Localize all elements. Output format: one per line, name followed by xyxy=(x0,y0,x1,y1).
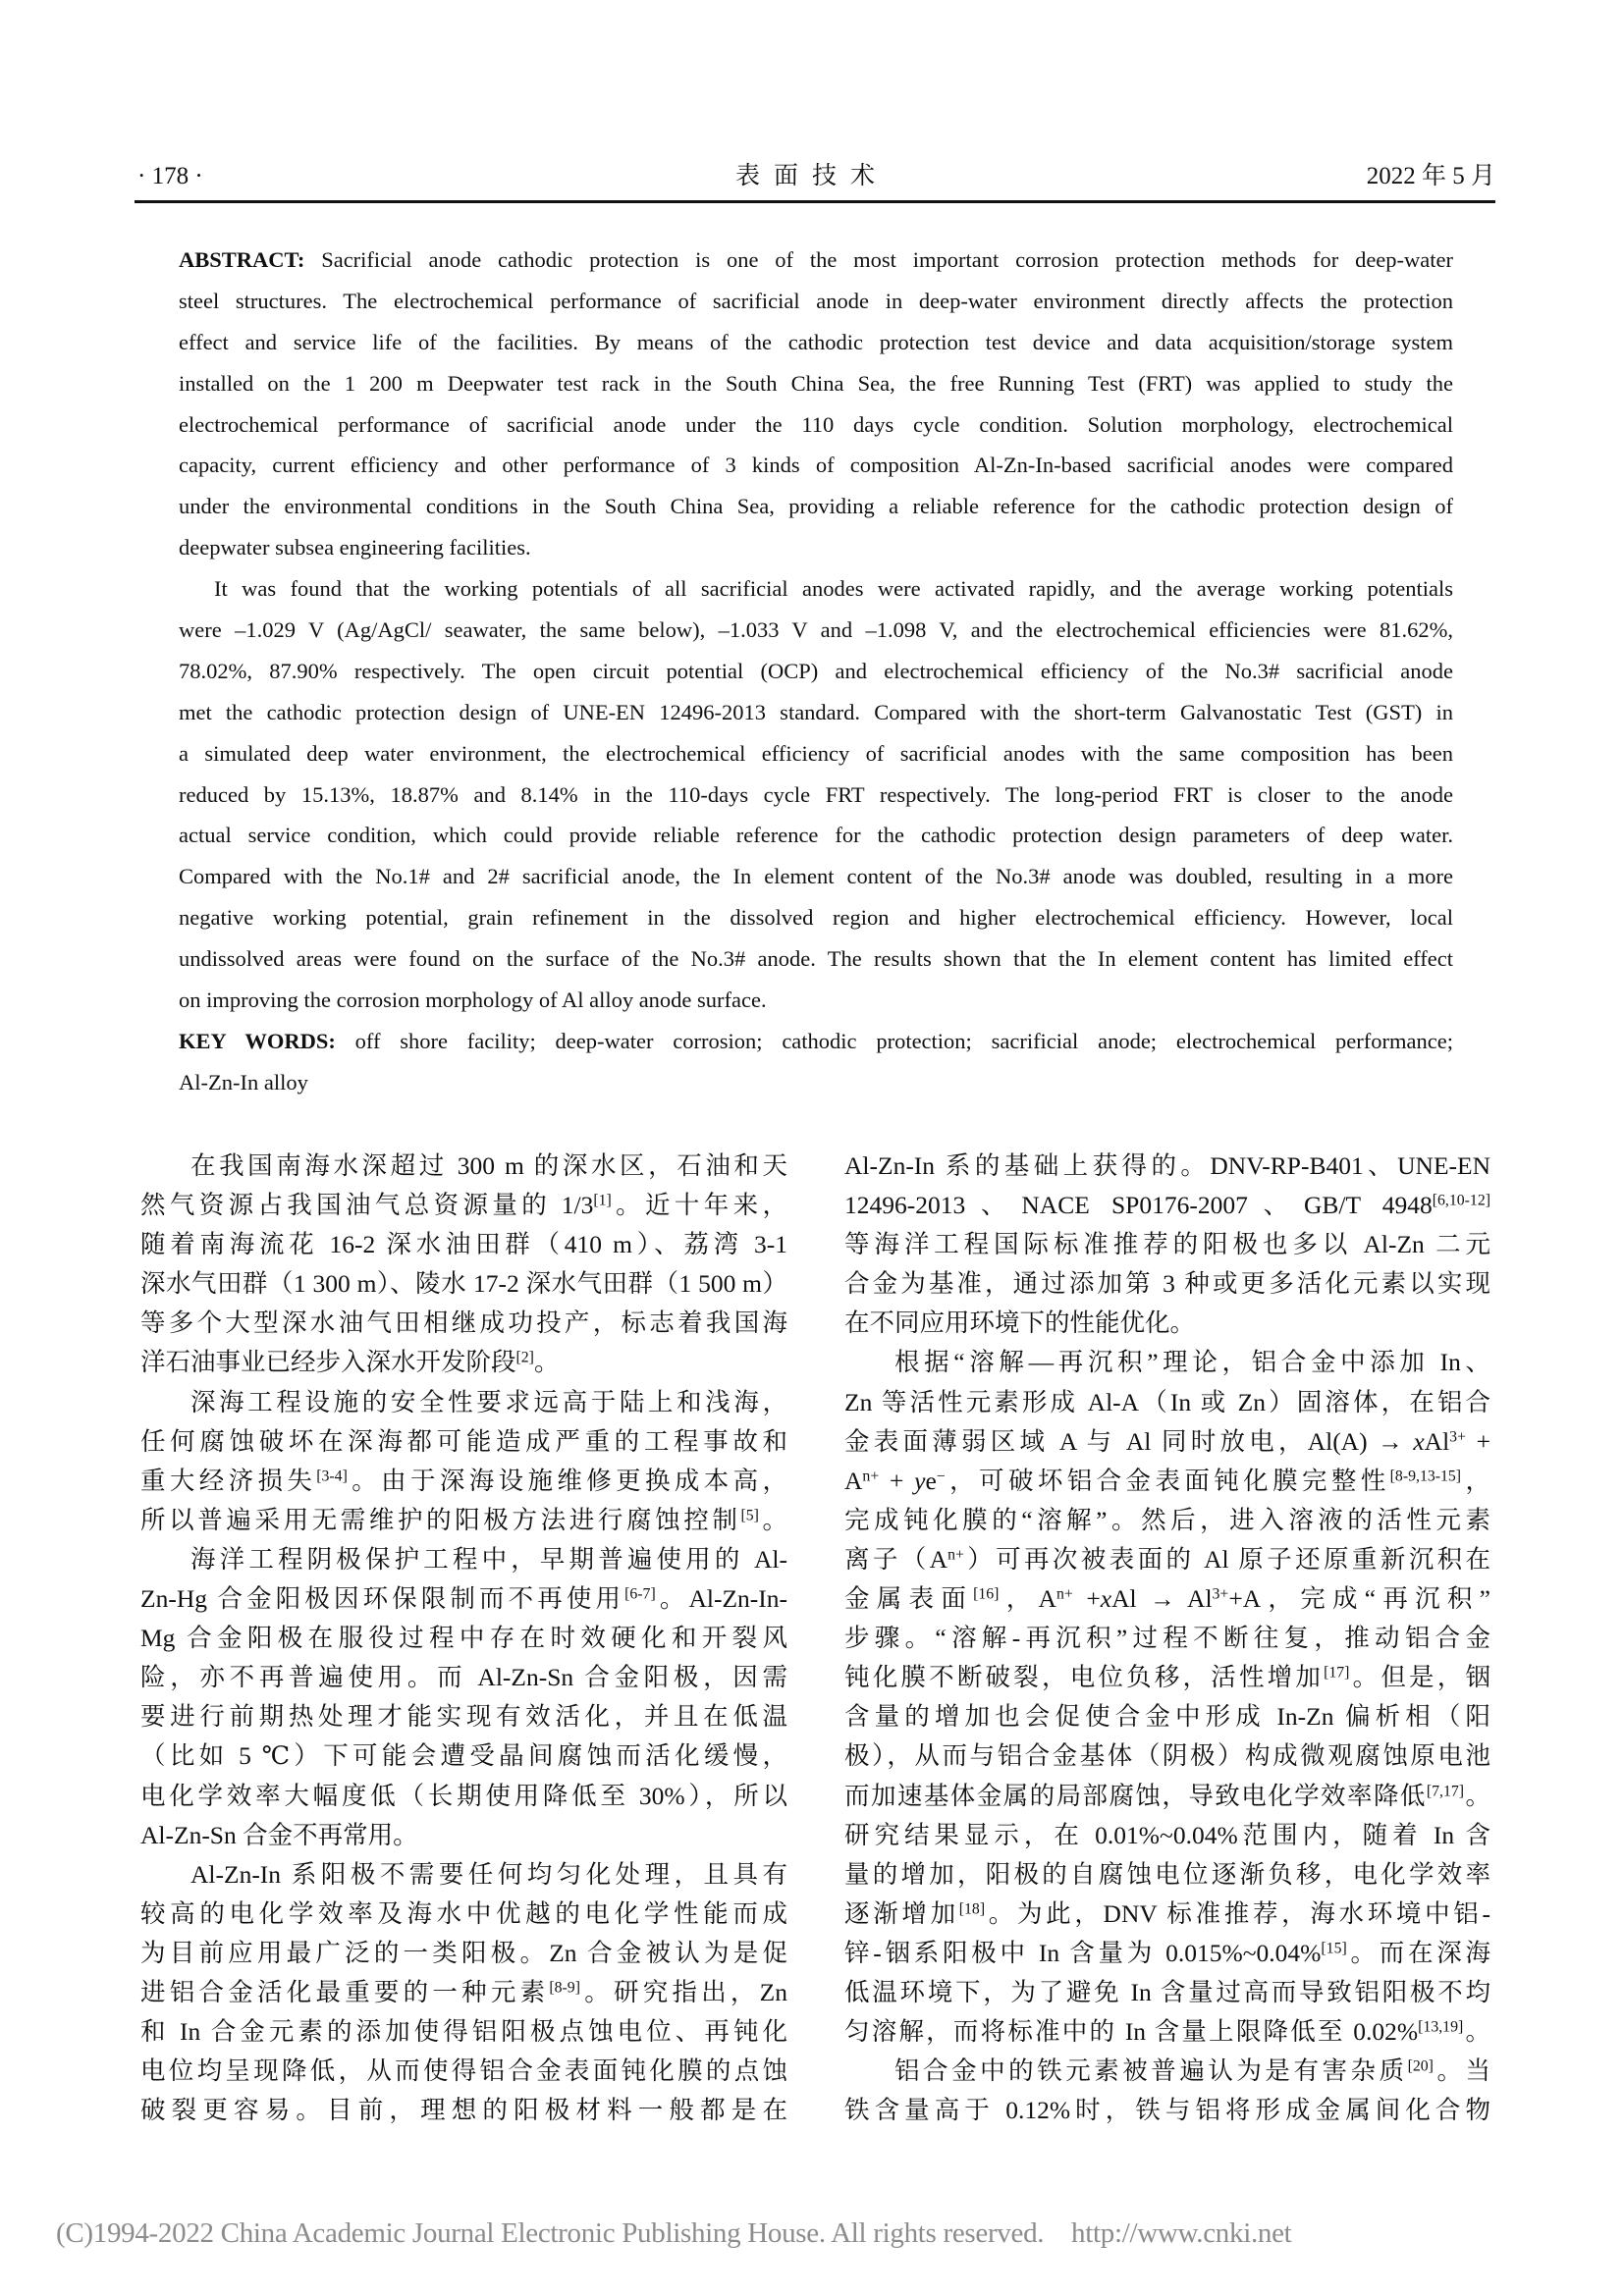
text-line xyxy=(844,1777,1490,1816)
text-run: 金表面薄弱区域 A 与 Al 同时放电，Al(A) → xyxy=(844,1426,1414,1456)
text-run: Compared with the No.1# and 2# sacrificial anode, the In element content of the No.3# anode was doubled, resulting in a more xyxy=(179,864,1453,889)
citation-superscript: n+ xyxy=(947,1546,964,1564)
text-run: deepwater subsea engineering facilities. xyxy=(179,535,531,561)
header-rule xyxy=(135,200,1495,203)
text-run: 。近十年来， xyxy=(611,1191,787,1220)
text-line xyxy=(140,2012,787,2052)
text-run: undissolved areas were found on the surface of the No.3# anode. The results shown that the In element content has limited effect xyxy=(179,946,1453,972)
text-run: reduced by 15.13%, 18.87% and 8.14% in the 110-days cycle FRT respectively. The long-period FRT is closer to the anode xyxy=(179,781,1453,807)
text-line xyxy=(140,1343,787,1382)
text-line xyxy=(140,2052,787,2091)
text-line xyxy=(844,1422,1490,1462)
text-run: 78.02%, 87.90% respectively. The open circuit potential (OCP) and electrochemical efficiency of the No.3# sacrificial anode xyxy=(179,658,1453,683)
text-run: 研究结果显示，在 0.01%~0.04%范围内，随着 In 含 xyxy=(844,1820,1490,1849)
text-run: It was found that the working potentials of all sacrificial anodes were activated rapidly, and the average working potentials xyxy=(214,576,1453,602)
citation-superscript: n+ xyxy=(862,1468,880,1485)
text-line xyxy=(844,1540,1490,1579)
text-line xyxy=(140,1383,787,1422)
text-run: 。研究指出，Zn xyxy=(579,1977,787,2006)
text-line xyxy=(179,938,1453,980)
text-run: off shore facility; deep-water corrosion; cathodic protection; sacrificial anode; electrochemical performance; xyxy=(335,1028,1453,1053)
text-line xyxy=(844,1501,1490,1540)
text-run: 极），从而与铝合金基体（阴极）构成微观腐蚀原电池 xyxy=(844,1741,1490,1771)
text-run: ，可破坏铝合金表面钝化膜完整性 xyxy=(945,1466,1390,1495)
text-run: 。 xyxy=(1463,2017,1490,2047)
text-line xyxy=(179,1062,1453,1103)
text-line xyxy=(140,1619,787,1658)
text-run: 锌-铟系阳极中 In 含量为 0.015%~0.04% xyxy=(844,1938,1322,1967)
italic-variable: x xyxy=(1413,1426,1425,1456)
text-line xyxy=(140,1462,787,1501)
text-run: steel structures. The electrochemical performance of sacrificial anode in deep-water environment directly affects the protection xyxy=(179,288,1453,313)
text-run: ，A xyxy=(999,1584,1056,1614)
citation-superscript: [17] xyxy=(1324,1664,1350,1682)
text-run: 破裂更容易。目前，理想的阳极材料一般都是在 xyxy=(140,2096,787,2125)
text-line xyxy=(179,774,1453,816)
text-run: + xyxy=(1465,1426,1490,1456)
text-line xyxy=(140,1186,787,1225)
text-run: 。但是，铟 xyxy=(1349,1663,1490,1692)
text-run: 电化学效率大幅度低（长期使用降低至 30%），所以 xyxy=(140,1781,787,1810)
text-run: 匀溶解，而将标准中的 In 含量上限降低至 0.02% xyxy=(844,2017,1419,2047)
text-run: capacity, current efficiency and other performance of 3 kinds of composition Al-Zn-In-based sacrificial anodes were compared xyxy=(179,453,1453,478)
text-run: e xyxy=(925,1466,937,1495)
text-line xyxy=(140,1225,787,1264)
text-line xyxy=(179,1021,1453,1062)
text-line xyxy=(179,240,1453,281)
text-line xyxy=(140,2091,787,2130)
text-run: 洋石油事业已经步入深水开发阶段 xyxy=(140,1348,516,1377)
citation-superscript: [18] xyxy=(958,1900,986,1918)
citation-superscript: [5] xyxy=(740,1507,759,1524)
text-run: 险，亦不再普遍使用。而 Al-Zn-Sn 合金阳极，因需 xyxy=(140,1663,787,1692)
text-run: Zn-Hg 合金阳极因环保限制而不再使用 xyxy=(140,1584,625,1614)
text-run: 。由于深海设施维修更换成本高， xyxy=(347,1466,787,1495)
text-line xyxy=(844,1579,1490,1619)
text-line xyxy=(140,1579,787,1619)
text-line xyxy=(179,692,1453,733)
text-run: Al → Al xyxy=(1111,1584,1213,1614)
citation-superscript: [2] xyxy=(515,1349,534,1366)
text-run: actual service condition, which could provide reliable reference for the cathodic protection design parameters of deep water. xyxy=(179,823,1453,848)
text-run: 任何腐蚀破坏在深海都可能造成严重的工程事故和 xyxy=(140,1426,787,1456)
text-line xyxy=(179,856,1453,897)
text-run: 海洋工程阴极保护工程中，早期普遍使用的 Al- xyxy=(190,1544,787,1574)
copyright-text: (C)1994-2022 China Academic Journal Electronic Publishing House. All rights reserved. xyxy=(56,2217,1045,2249)
text-line xyxy=(844,2012,1490,2052)
text-run: 完成钝化膜的“溶解”。然后，进入溶液的活性元素 xyxy=(844,1505,1490,1534)
text-run: electrochemical performance of sacrificial anode under the 110 days cycle condition. Solution morphology, electrochemical xyxy=(179,411,1453,437)
citation-superscript: [6,10-12] xyxy=(1432,1192,1490,1209)
text-run: 合金为基准，通过添加第 3 种或更多活化元素以实现 xyxy=(844,1269,1490,1299)
text-run: + xyxy=(879,1466,915,1495)
text-line xyxy=(179,651,1453,692)
text-run: were –1.029 V (Ag/AgCl/ seawater, the same below), –1.033 V and –1.098 V, and the electrochemical efficiencies were 81.62%, xyxy=(179,617,1453,643)
text-run: Mg 合金阳极在服役过程中存在时效硬化和开裂风 xyxy=(140,1624,787,1653)
text-run: 逐渐增加 xyxy=(844,1898,959,1928)
text-run: 。Al-Zn-In- xyxy=(655,1584,787,1614)
text-run: effect and service life of the facilities. By means of the cathodic protection test device and data acquisition/storage system xyxy=(179,329,1453,354)
text-run: 低温环境下，为了避免 In 含量过高而导致铝阳极不均 xyxy=(844,1977,1490,2006)
text-line xyxy=(140,1501,787,1540)
copyright-footer xyxy=(56,2217,1291,2250)
text-line xyxy=(844,1462,1490,1501)
text-run: 。当 xyxy=(1433,2056,1490,2086)
citation-superscript: [7,17] xyxy=(1426,1782,1465,1799)
citation-superscript: [13,19] xyxy=(1418,2018,1464,2036)
text-run: 随着南海流花 16-2 深水油田群（410 m）、荔湾 3-1 xyxy=(140,1230,787,1259)
text-line xyxy=(844,1264,1490,1304)
text-line xyxy=(844,1658,1490,1697)
text-run: 含量的增加也会促使合金中形成 In-Zn 偏析相（阳 xyxy=(844,1702,1490,1732)
citation-superscript: [3-4] xyxy=(316,1468,348,1485)
text-run: ， xyxy=(1461,1466,1490,1495)
text-run: 在不同应用环境下的性能优化。 xyxy=(844,1308,1196,1338)
text-run: 。 xyxy=(758,1505,787,1534)
text-run: 量的增加，阳极的自腐蚀电位逐渐负移，电化学效率 xyxy=(844,1859,1490,1889)
text-run: 为目前应用最广泛的一类阳极。Zn 合金被认为是促 xyxy=(140,1938,787,1967)
body-column-right xyxy=(844,1147,1490,2130)
text-line xyxy=(844,1343,1490,1382)
text-line xyxy=(179,897,1453,938)
text-line xyxy=(844,1186,1490,1225)
text-line xyxy=(844,1697,1490,1736)
text-line xyxy=(844,1895,1490,1934)
text-run: 在我国南海水深超过 300 m 的深水区，石油和天 xyxy=(190,1151,787,1180)
text-line xyxy=(140,1264,787,1304)
text-line xyxy=(140,1304,787,1343)
text-line xyxy=(179,610,1453,651)
text-run: 根据“溶解—再沉积”理论，铝合金中添加 In、 xyxy=(894,1348,1490,1377)
text-run: 铁含量高于 0.12%时，铁与铝将形成金属间化合物 xyxy=(844,2096,1490,2125)
bold-label: ABSTRACT: xyxy=(179,247,305,272)
text-run: met the cathodic protection design of UNE-EN 12496-2013 standard. Compared with the short-term Galvanostatic Test (GST) in xyxy=(179,699,1453,724)
text-run: 。 xyxy=(533,1348,560,1377)
text-run: Zn 等活性元素形成 Al-A（In 或 Zn）固溶体，在铝合 xyxy=(844,1387,1490,1416)
text-run: a simulated deep water environment, the electrochemical efficiency of sacrificial anodes with the same composition has been xyxy=(179,740,1453,766)
text-run: 。为此，DNV 标准推荐，海水环境中铝- xyxy=(985,1898,1490,1928)
text-run: Sacrificial anode cathodic protection is one of the most important corrosion protection methods for deep-water xyxy=(304,247,1453,272)
text-line xyxy=(179,980,1453,1021)
text-run: 。而在深海 xyxy=(1346,1938,1490,1967)
text-run: 然气资源占我国油气总资源量的 1/3 xyxy=(140,1191,594,1220)
text-run: （比如 5 ℃）下可能会遭受晶间腐蚀而活化缓慢， xyxy=(140,1741,787,1771)
text-line xyxy=(179,815,1453,856)
text-run: Al-Zn-In 系的基础上获得的。DNV-RP-B401、UNE-EN xyxy=(844,1151,1490,1180)
text-run: 步骤。“溶解-再沉积”过程不断往复，推动铝合金 xyxy=(844,1624,1490,1653)
text-line xyxy=(140,1816,787,1855)
text-line xyxy=(140,1777,787,1816)
text-run: 深海工程设施的安全性要求远高于陆上和浅海， xyxy=(190,1387,787,1416)
journal-title: 表面技术 xyxy=(734,163,889,189)
text-run: 进铝合金活化最重要的一种元素 xyxy=(140,1977,550,2006)
text-run: 铝合金中的铁元素被普遍认为是有害杂质 xyxy=(894,2056,1408,2086)
text-run: ）可再次被表面的 Al 原子还原重新沉积在 xyxy=(963,1544,1490,1574)
text-line xyxy=(140,1697,787,1736)
text-line xyxy=(140,1658,787,1697)
text-run: Al-Zn-In 系阳极不需要任何均匀化处理，且具有 xyxy=(190,1859,787,1889)
text-line xyxy=(140,1540,787,1579)
citation-superscript: [20] xyxy=(1407,2057,1434,2075)
text-line xyxy=(844,1816,1490,1855)
text-line xyxy=(179,527,1453,568)
body-column-left xyxy=(140,1147,787,2130)
text-line xyxy=(844,1383,1490,1422)
text-run: 。 xyxy=(1464,1781,1490,1810)
text-run: negative working potential, grain refinement in the dissolved region and higher electrochemical efficiency. However, local xyxy=(179,905,1453,931)
citation-superscript: n+ xyxy=(1056,1585,1073,1603)
text-run: 电位均呈现降低，从而使得铝合金表面钝化膜的点蚀 xyxy=(140,2056,787,2086)
text-line xyxy=(844,1855,1490,1895)
text-line xyxy=(140,1973,787,2012)
text-line xyxy=(844,1619,1490,1658)
text-line xyxy=(140,1895,787,1934)
text-run: 重大经济损失 xyxy=(140,1466,317,1495)
italic-variable: x xyxy=(1100,1584,1112,1614)
text-run: +A，完成“再沉积” xyxy=(1228,1584,1491,1614)
citation-superscript: [8-9] xyxy=(549,1979,580,1997)
text-line xyxy=(844,1973,1490,2012)
citation-superscript: [8-9,13-15] xyxy=(1389,1468,1462,1485)
text-run: 和 In 合金元素的添加使得铝阳极点蚀电位、再钝化 xyxy=(140,2017,787,2047)
text-line xyxy=(844,1147,1490,1186)
text-line xyxy=(844,1736,1490,1776)
text-run: 要进行前期热处理才能实现有效活化，并且在低温 xyxy=(140,1702,787,1732)
text-run: 等海洋工程国际标准推荐的阳极也多以 Al-Zn 二元 xyxy=(844,1230,1490,1259)
bold-label: KEY WORDS: xyxy=(179,1028,336,1053)
text-line xyxy=(179,568,1453,610)
citation-superscript: [16] xyxy=(973,1585,1000,1603)
text-line xyxy=(844,2052,1490,2091)
text-line xyxy=(179,486,1453,527)
text-run: Al-Zn-Sn 合金不再常用。 xyxy=(140,1820,418,1849)
text-run: Al xyxy=(1424,1426,1450,1456)
citation-superscript: 3+ xyxy=(1212,1585,1229,1603)
text-run: 而加速基体金属的局部腐蚀，导致电化学效率降低 xyxy=(844,1781,1427,1810)
text-line xyxy=(179,404,1453,446)
text-line xyxy=(844,1225,1490,1264)
text-run: + xyxy=(1072,1584,1101,1614)
text-line xyxy=(140,1736,787,1776)
text-run: 离子（A xyxy=(844,1544,948,1574)
text-run: 等多个大型深水油气田相继成功投产，标志着我国海 xyxy=(140,1308,787,1338)
page-number: · 178 · xyxy=(137,163,203,189)
citation-superscript: 3+ xyxy=(1449,1427,1466,1445)
text-run: installed on the 1 200 m Deepwater test rack in the South China Sea, the free Running Test (FRT) was applied to study the xyxy=(179,370,1453,396)
text-run: under the environmental conditions in the South China Sea, providing a reliable reference for the cathodic protection design of xyxy=(179,494,1453,519)
text-line xyxy=(140,1147,787,1186)
text-line xyxy=(179,281,1453,322)
english-abstract xyxy=(179,240,1453,1103)
text-line xyxy=(140,1855,787,1895)
text-run: 12496-2013、NACE SP0176-2007、GB/T 4948 xyxy=(844,1191,1433,1220)
text-line xyxy=(140,1422,787,1462)
citation-superscript: [15] xyxy=(1321,1940,1347,1957)
citation-superscript: − xyxy=(936,1468,946,1485)
text-run: 金属表面 xyxy=(844,1584,974,1614)
citation-superscript: [6-7] xyxy=(624,1585,656,1603)
text-line xyxy=(140,1934,787,1973)
italic-variable: y xyxy=(914,1466,926,1495)
text-line xyxy=(179,363,1453,404)
text-run: 较高的电化学效率及海水中优越的电化学性能而成 xyxy=(140,1898,787,1928)
citation-superscript: [1] xyxy=(593,1192,612,1209)
text-line xyxy=(179,445,1453,486)
text-line xyxy=(179,733,1453,774)
text-line xyxy=(844,1304,1490,1343)
text-line xyxy=(179,322,1453,363)
text-run: on improving the corrosion morphology of Al alloy anode surface. xyxy=(179,988,767,1013)
text-line xyxy=(844,1934,1490,1973)
text-line xyxy=(844,2091,1490,2130)
text-run: 深水气田群（1 300 m）、陵水 17-2 深水气田群（1 500 m） xyxy=(140,1269,787,1299)
text-run: A xyxy=(844,1466,863,1495)
text-run: Al-Zn-In alloy xyxy=(179,1069,308,1095)
text-run: 钝化膜不断破裂，电位负移，活性增加 xyxy=(844,1663,1325,1692)
issue-date: 2022 年 5 月 xyxy=(1366,163,1495,189)
text-run: 所以普遍采用无需维护的阳极方法进行腐蚀控制 xyxy=(140,1505,741,1534)
cnki-link[interactable]: http://www.cnki.net xyxy=(1071,2217,1292,2249)
